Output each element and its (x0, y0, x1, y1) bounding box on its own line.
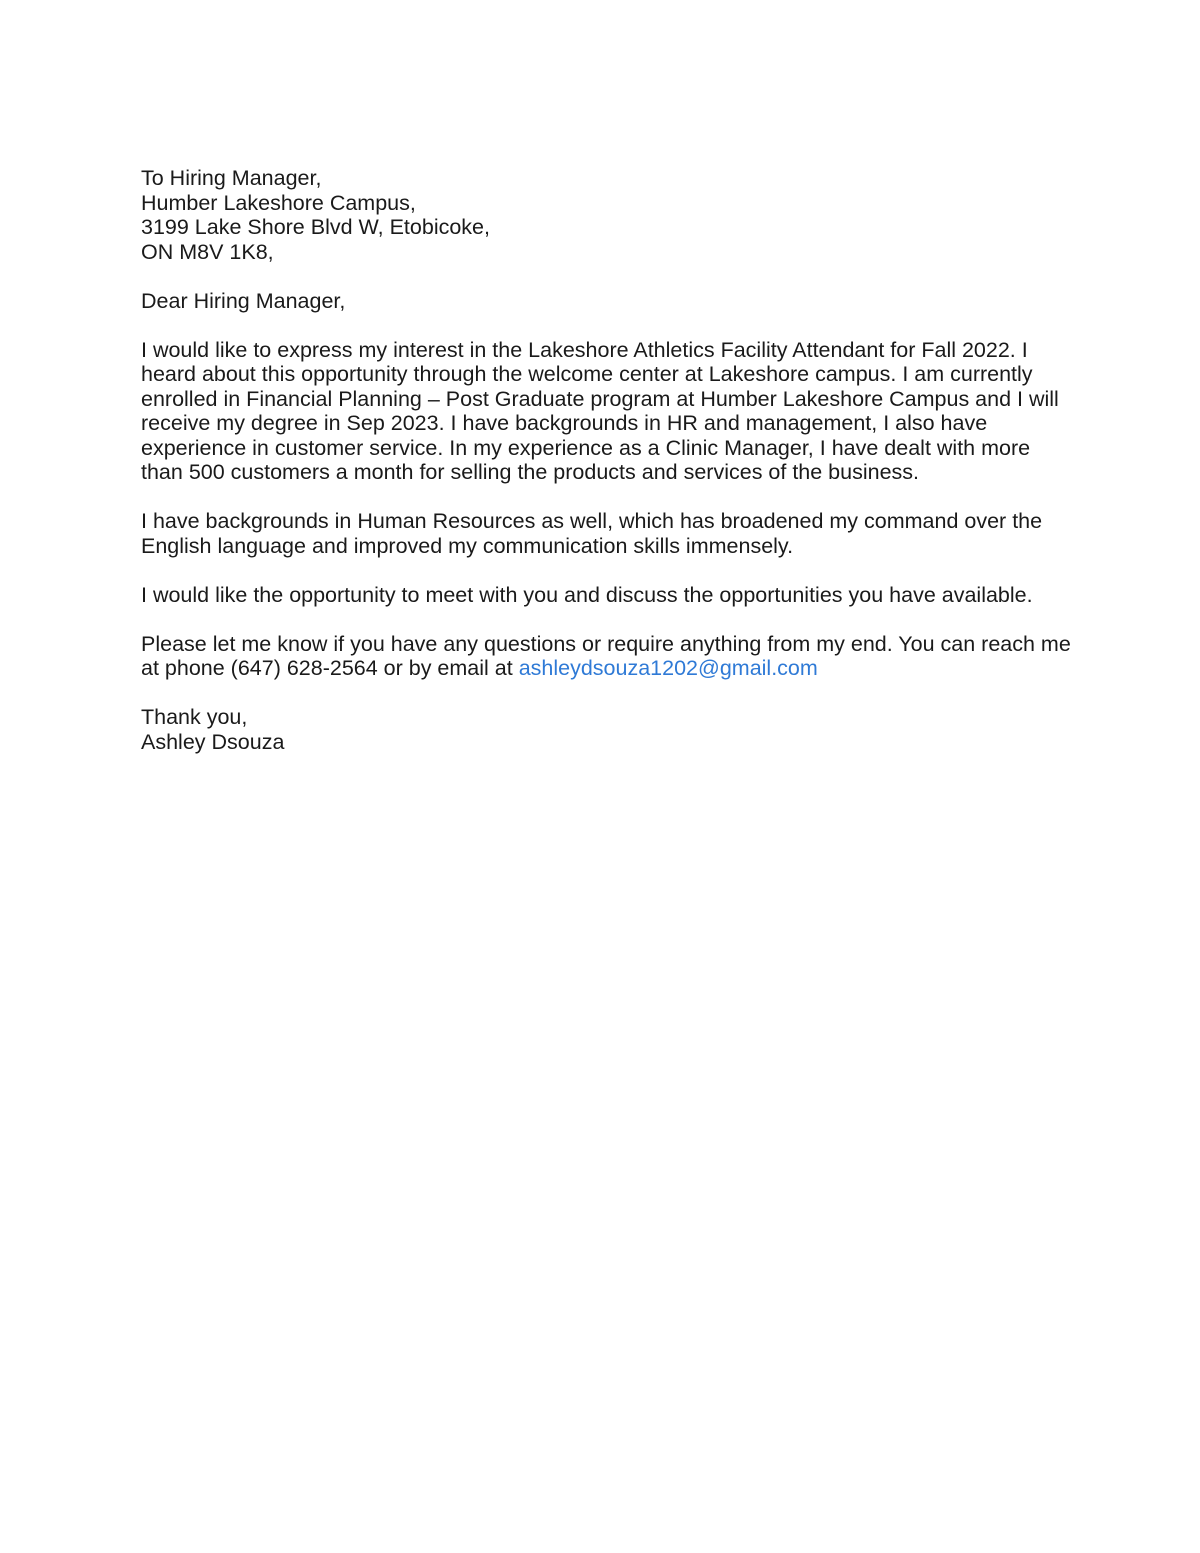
paragraph-meeting-request: I would like the opportunity to meet with you and discuss the opportunities you have available. (141, 582, 1033, 607)
cover-letter (141, 166, 1071, 779)
recipient-address (141, 166, 1071, 264)
address-line-recipient: To Hiring Manager, (141, 166, 322, 190)
address-line-campus: Humber Lakeshore Campus, (141, 190, 416, 215)
paragraph-contact (141, 632, 1071, 681)
salutation: Dear Hiring Manager, (141, 288, 346, 313)
paragraph-hr-background: I have backgrounds in Human Resources as well, which has broadened my command over the English language and improved my communication skills immensely. (141, 509, 1043, 558)
signoff (141, 705, 1071, 754)
address-line-postal: ON M8V 1K8, (141, 239, 274, 264)
address-line-street: 3199 Lake Shore Blvd W, Etobicoke, (141, 215, 490, 239)
contact-text: Please let me know if you have any questions or require anything from my end. You can reach me at phone (647) 628-2564 or by email at (141, 631, 1071, 680)
signer-name: Ashley Dsouza (141, 729, 285, 754)
closing-thanks: Thank you, (141, 705, 248, 729)
paragraph-interest: I would like to express my interest in the Lakeshore Athletics Facility Attendant for Fall 2022. I heard about this opportunity through the welcome center at Lakeshore campus. I am currently enrolled in Financial Planning – Post Graduate program at Humber Lakeshore Campus and I will receive my degree in Sep 2023. I have backgrounds in HR and management, I also have experience in customer service. In my experience as a Clinic Manager, I have dealt with more than 500 customers a month for selling the products and services of the business. (141, 337, 1059, 484)
email-link[interactable]: ashleydsouza1202@gmail.com (518, 656, 818, 680)
